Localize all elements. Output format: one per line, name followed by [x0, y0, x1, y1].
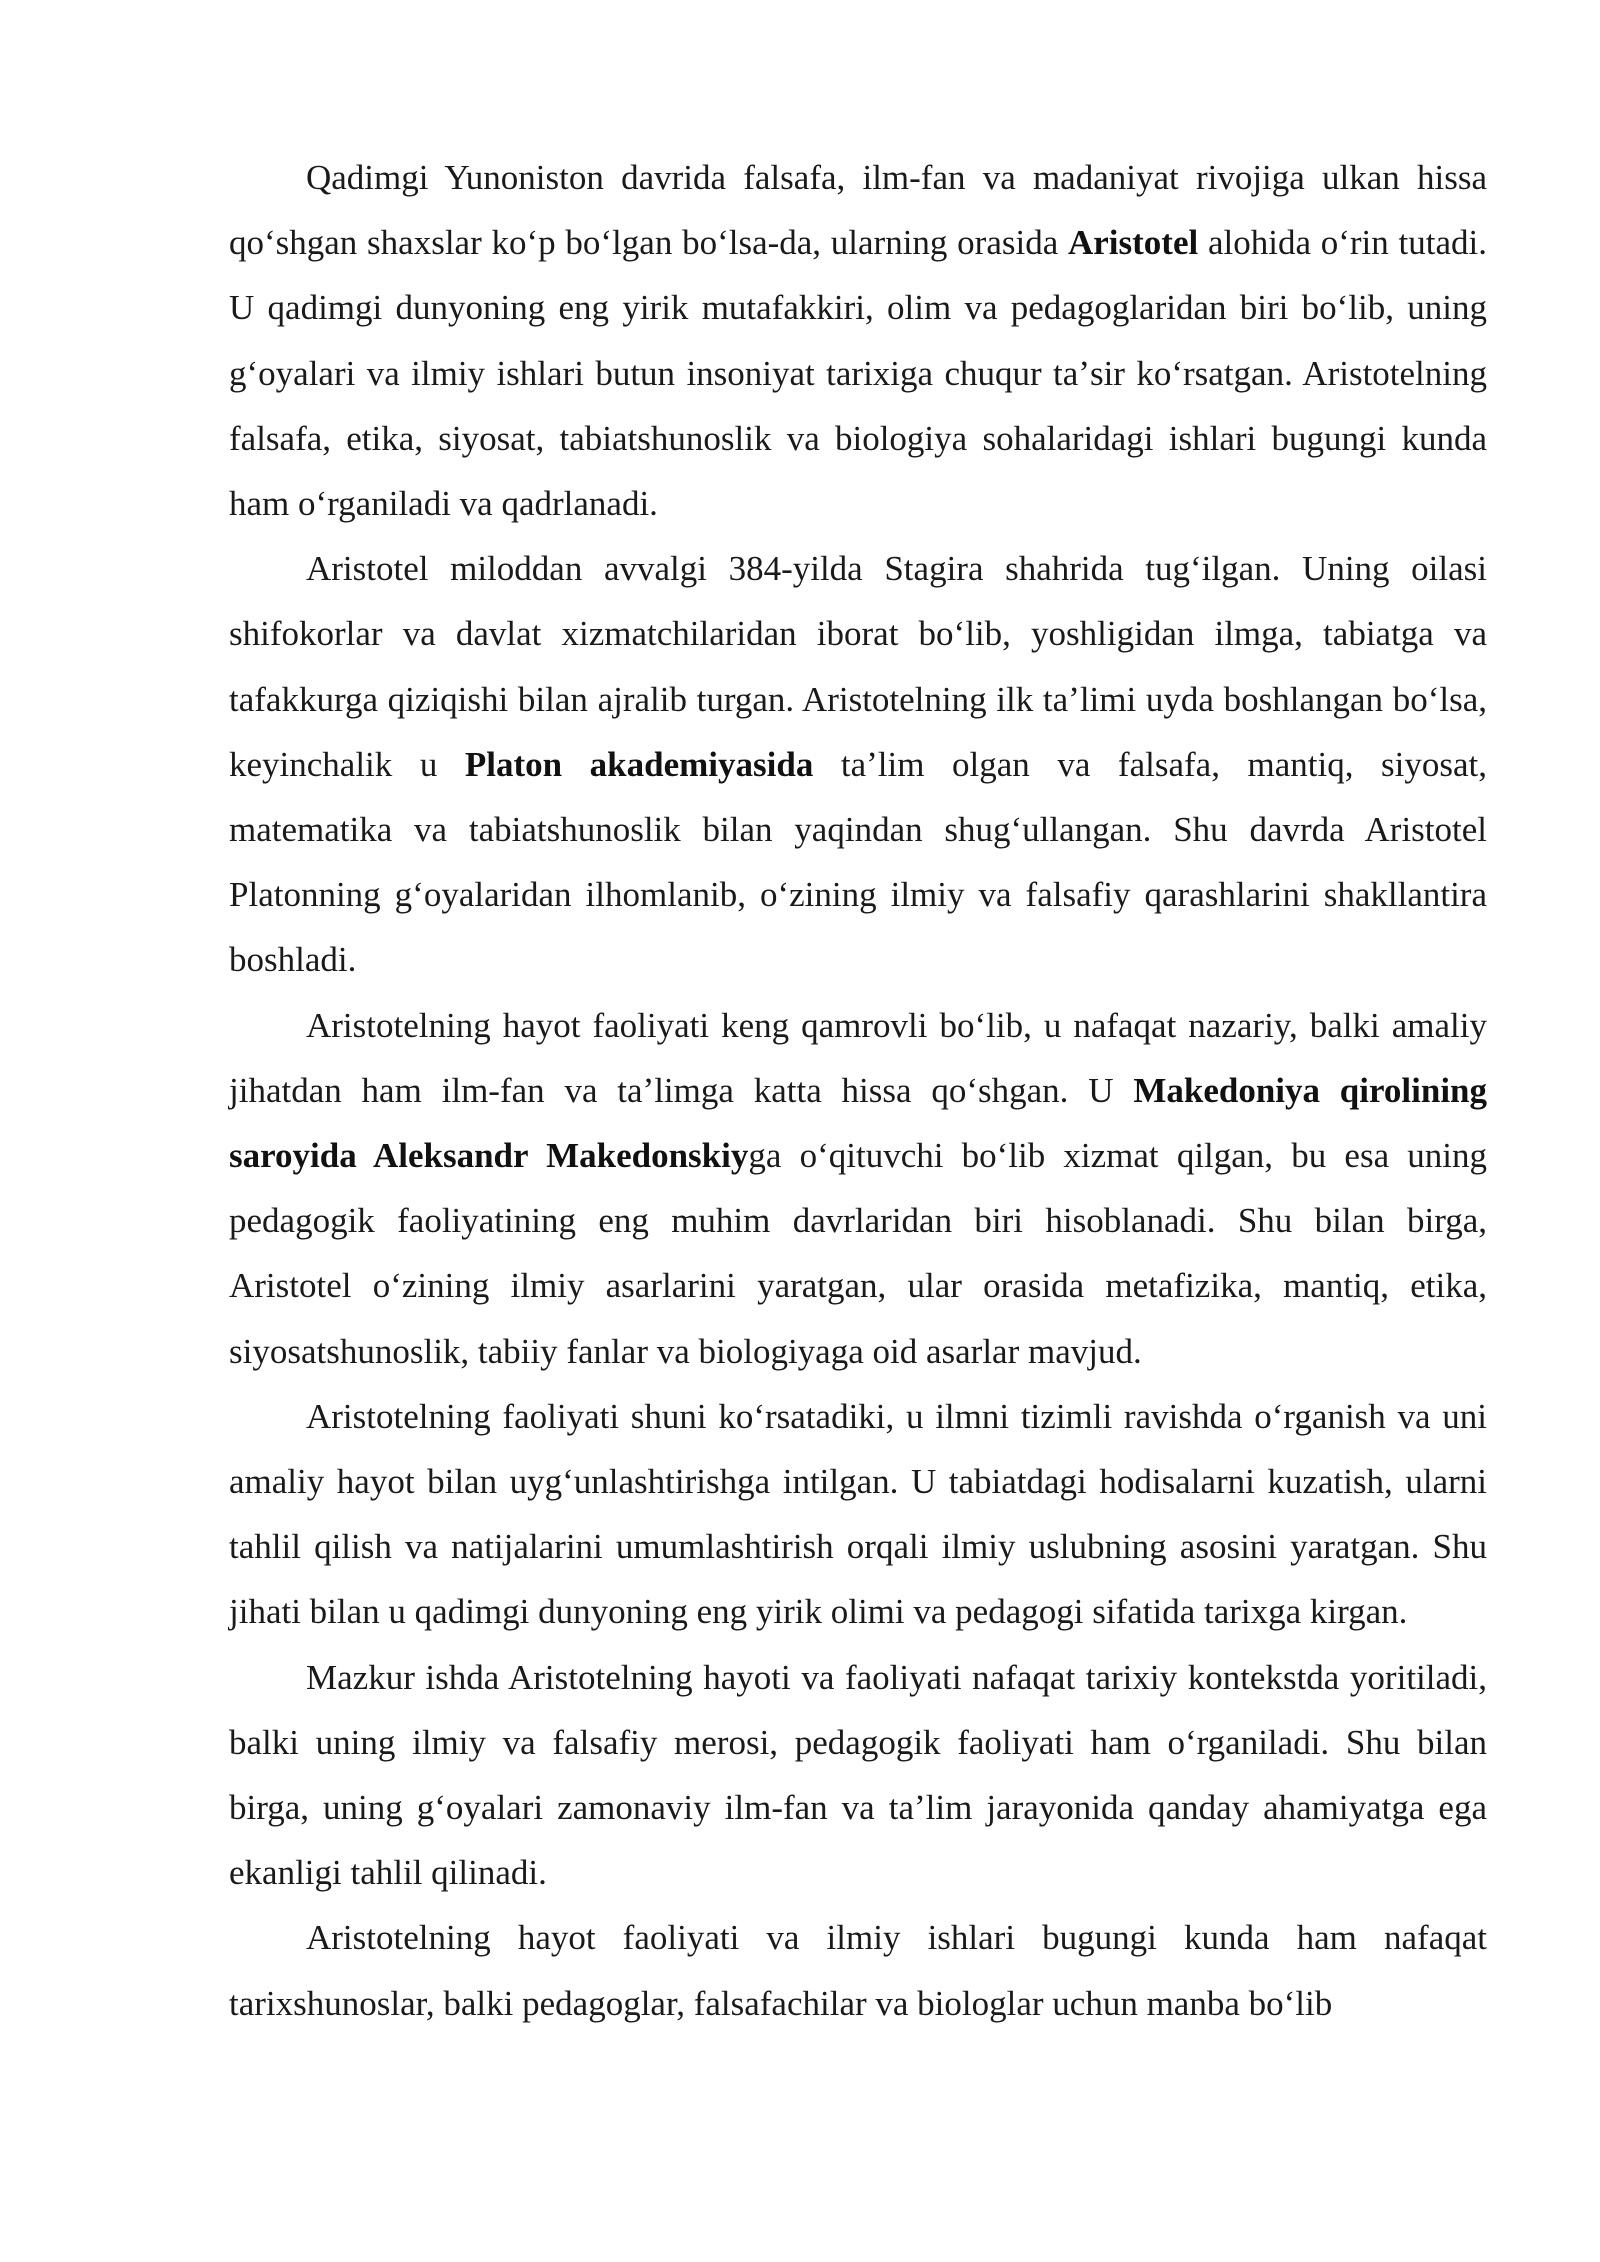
paragraph-relevance: [229, 1905, 1487, 2035]
paragraph-text: Aristotelning hayot faoliyati keng qamrovli boʻlib, u nafaqat nazariy, balki amaliy jihatdan ham ilm-fan va taʼlimga katta hissa qoʻshgan. U: [229, 1005, 1487, 1110]
paragraph-scope: [229, 1645, 1487, 1906]
paragraph-intro: [229, 145, 1487, 536]
bold-term-aristotel: Aristotel: [1068, 223, 1199, 263]
paragraph-text: alohida oʻrin tutadi. U qadimgi dunyoning eng yirik mutafakkiri, olim va pedagoglaridan biri boʻlib, uning gʻoyalari va ilmiy ishlari butun insoniyat tarixiga chuqur taʼsir koʻrsatgan. Aristotelning falsafa, etika, siyosat, tabiatshunoslik va biologiya sohalaridagi ishlari bugungi kunda ham oʻrganiladi va qadrlanadi.: [229, 223, 1487, 524]
paragraph-text: ga oʻqituvchi boʻlib xizmat qilgan, bu esa uning pedagogik faoliyatining eng muhim davrlaridan biri hisoblanadi. Shu bilan birga, Aristotel oʻzining ilmiy asarlarini yaratgan, ular orasida metafizika, mantiq, etika, siyosatshunoslik, tabiiy fanlar va biologiyaga oid asarlar mavjud.: [229, 1136, 1488, 1371]
paragraph-text: Qadimgi Yunoniston davrida falsafa, ilm-fan va madaniyat rivojiga ulkan hissa qoʻshgan shaxslar koʻp boʻlgan boʻlsa-da, ularning orasida: [229, 158, 1487, 263]
paragraph-activity: [229, 993, 1487, 1384]
bold-term-makedoniya: Makedoniya qirolining saroyida Aleksandr Makedonskiy: [229, 1070, 1488, 1176]
paragraph-text: Aristotel miloddan avvalgi 384-yilda Stagira shahrida tugʻilgan. Uning oilasi shifokorlar va davlat xizmatchilaridan iborat boʻlib, yoshligidan ilmga, tabiatga va tafakkurga qiziqishi bilan ajralib turgan. Aristotelning ilk taʼlimi uyda boshlangan boʻlsa, keyinchalik u: [229, 549, 1487, 784]
body-text: [229, 145, 1487, 2036]
paragraph-text: Aristotelning faoliyati shuni koʻrsatadiki, u ilmni tizimli ravishda oʻrganish va uni amaliy hayot bilan uygʻunlashtirishga intilgan. U tabiatdagi hodisalarni kuzatish, ularni tahlil qilish va natijalarini umumlashtirish orqali ilmiy uslubning asosini yaratgan. Shu jihati bilan u qadimgi dunyoning eng yirik olimi va pedagogi sifatida tarixga kirgan.: [229, 1396, 1487, 1632]
bold-term-platon-akademiyasi: Platon akademiyasida: [464, 744, 814, 784]
paragraph-method: [229, 1384, 1487, 1645]
paragraph-text: taʼlim olgan va falsafa, mantiq, siyosat, matematika va tabiatshunoslik bilan yaqindan shugʻullangan. Shu davrda Aristotel Platonning gʻoyalaridan ilhomlanib, oʻzining ilmiy va falsafiy qarashlarini shakllantira boshladi.: [229, 744, 1487, 980]
paragraph-text: Aristotelning hayot faoliyati va ilmiy ishlari bugungi kunda ham nafaqat tarixshunoslar, balki pedagoglar, falsafachilar va biologlar uchun manba boʻlib: [229, 1918, 1487, 2023]
paragraph-early-life: [229, 536, 1487, 992]
paragraph-text: Mazkur ishda Aristotelning hayoti va faoliyati nafaqat tarixiy kontekstda yoritiladi, balki uning ilmiy va falsafiy merosi, pedagogik faoliyati ham oʻrganiladi. Shu bilan birga, uning gʻoyalari zamonaviy ilm-fan va taʼlim jarayonida qanday ahamiyatga ega ekanligi tahlil qilinadi.: [229, 1657, 1487, 1893]
